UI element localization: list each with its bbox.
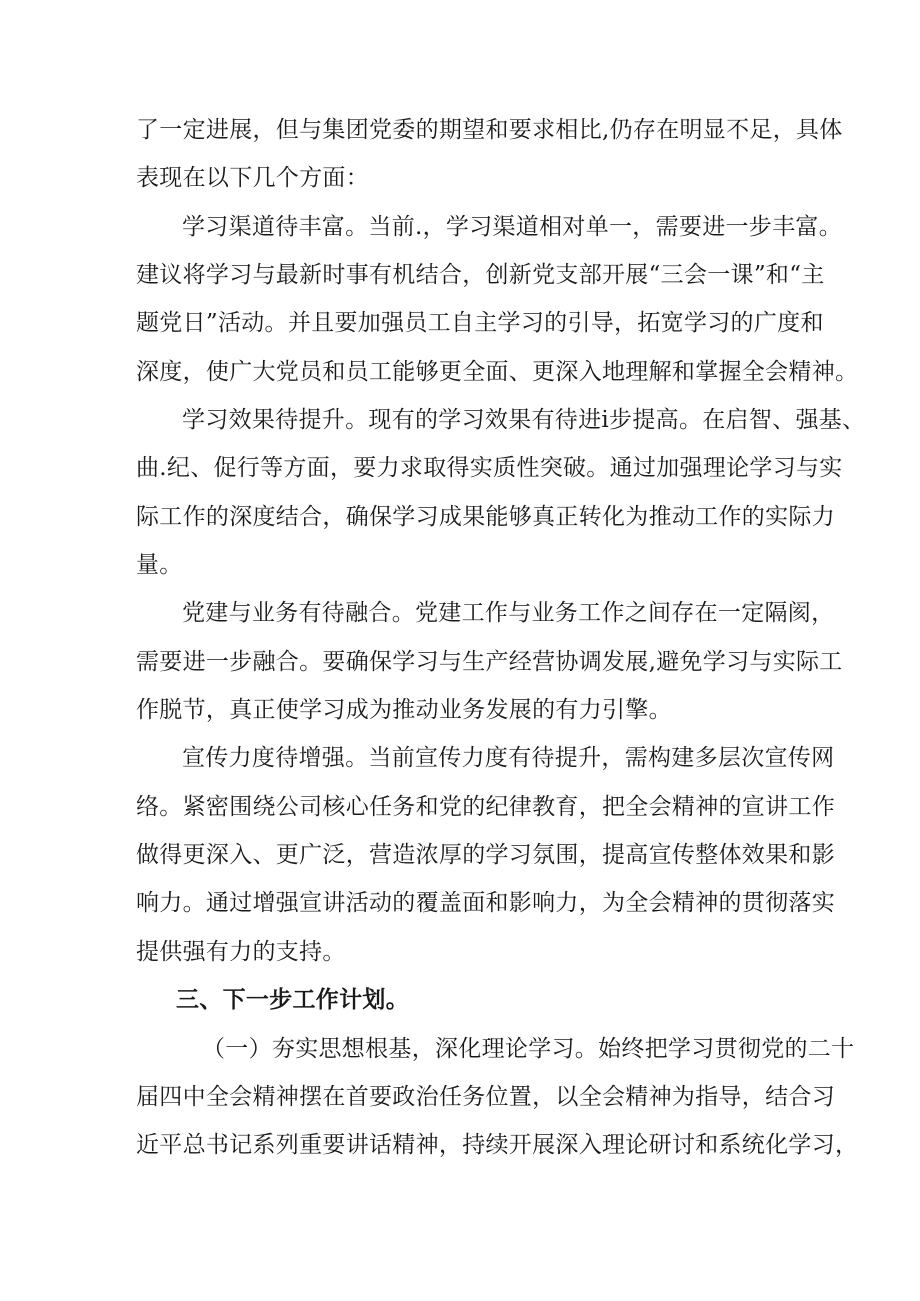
text-line: 做得更深入、更广泛，营造浓厚的学习氛围，提高宣传整体效果和影 <box>136 842 835 868</box>
text-line: 作脱节，真正使学习成为推动业务发展的有力引擎。 <box>136 697 672 723</box>
paragraph-lead-line: 学习渠道待丰富。当前.，学习渠道相对单一，需要进一步丰富。 <box>182 214 843 240</box>
text-line: 深度，使广大党员和员工能够更全面、更深入地理解和掌握全会精神。 <box>136 359 859 385</box>
text-line: 量。 <box>136 552 183 578</box>
paragraph-lead-line: 党建与业务有待融合。党建工作与业务工作之间存在一定隔阂， <box>182 600 835 626</box>
text-line: 表现在以下几个方面： <box>136 165 369 191</box>
text-line: 络。紧密围绕公司核心任务和党的纪律教育，把全会精神的宣讲工作 <box>136 794 835 820</box>
text-line: 建议将学习与最新时事有机结合，创新党支部开展“三会一课”和“主 <box>136 262 825 288</box>
section-heading: 三、下一步工作计划。 <box>176 986 409 1013</box>
text-line: 需要进一步融合。要确保学习与生产经营协调发展,避免学习与实际工 <box>136 649 843 675</box>
text-line: 响力。通过增强宣讲活动的覆盖面和影响力，为全会精神的贯彻落实 <box>136 890 835 916</box>
text-line: 际工作的深度结合，确保学习成果能够真正转化为推动工作的实际力 <box>136 504 835 530</box>
paragraph-lead-line: 学习效果待提升。现有的学习效果有待进i步提高。在启智、强基、 <box>182 407 866 433</box>
paragraph-lead-line: 宣传力度待增强。当前宣传力度有待提升，需构建多层次宣传网 <box>182 745 835 771</box>
text-line: 近平总书记系列重要讲话精神，持续开展深入理论研讨和系统化学习， <box>136 1132 859 1158</box>
text-line: 届四中全会精神摆在首要政治任务位置，以全会精神为指导，结合习 <box>136 1084 835 1110</box>
text-line: 题党日”活动。并且要加强员工自主学习的引导，拓宽学习的广度和 <box>136 310 824 336</box>
text-line: 曲.纪、促行等方面，要力求取得实质性突破。通过加强理论学习与实 <box>136 455 843 481</box>
text-line: 提供强有力的支持。 <box>136 939 346 965</box>
paragraph-lead-line: （一）夯实思想根基，深化理论学习。始终把学习贯彻党的二十 <box>202 1036 855 1062</box>
text-line: 了一定进展，但与集团党委的期望和要求相比,仍存在明显不足，具体 <box>136 117 843 143</box>
